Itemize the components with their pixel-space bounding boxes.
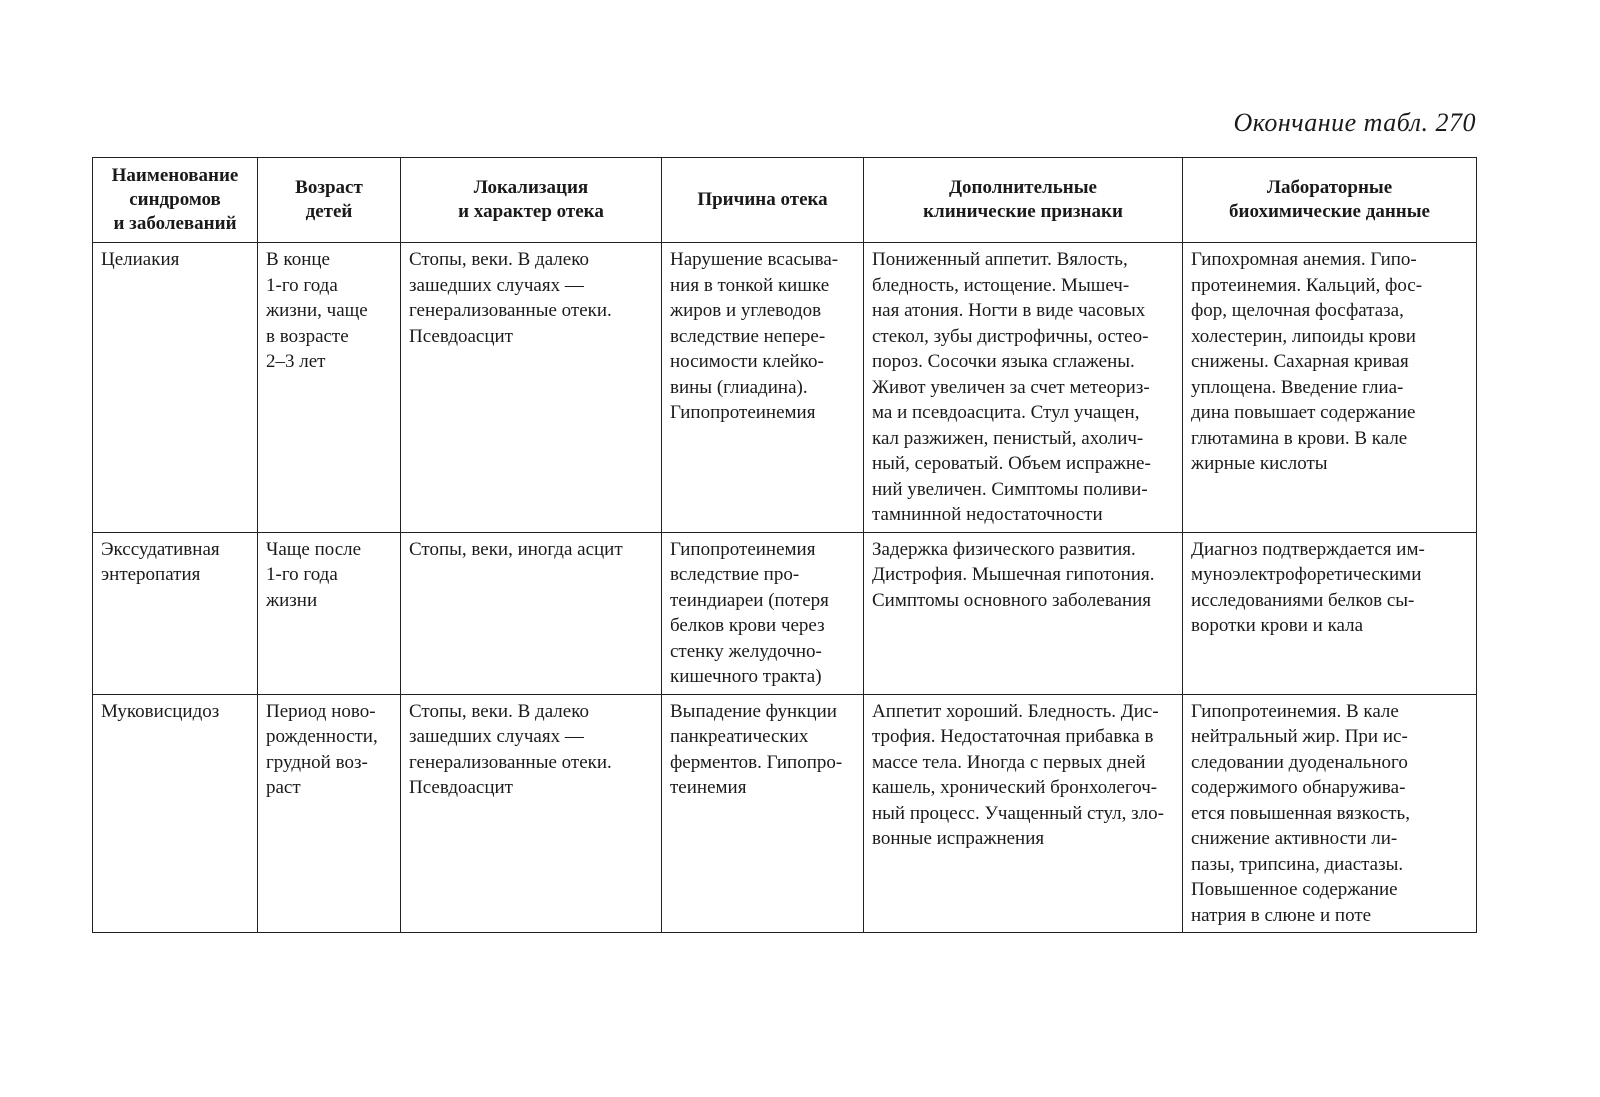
- cell-clinical: Пониженный аппетит. Вялость, бледность, истощение. Мышеч- ная атония. Ногти в виде часовых стекол, зубы дистрофичны, остео- пороз. Сосочки языка сглажены. Живот увеличен за счет метеориз- ма и псевдоасцита. Стул учащен, кал разжижен, пенистый, ахолич- ный, сероватый. Объем испражне- ний увеличен. Симптомы поливи- тамнинной недостаточности: [864, 243, 1183, 533]
- cell-localization: Стопы, веки, иногда асцит: [401, 532, 662, 694]
- cell-age: Период ново- рожденности, грудной воз- раст: [258, 694, 401, 933]
- cell-localization: Стопы, веки. В далеко зашедших случаях — генерализованные отеки. Псевдоасцит: [401, 694, 662, 933]
- cell-lab: Гипохромная анемия. Гипо- протеинемия. Кальций, фос- фор, щелочная фосфатаза, холестерин, липоиды крови снижены. Сахарная кривая уплощена. Введение глиа- дина повышает содержание глютамина в крови. В кале жирные кислоты: [1183, 243, 1477, 533]
- table-row: [93, 243, 1477, 533]
- header-lab: Лабораторные биохимические данные: [1183, 158, 1477, 243]
- table-row: [93, 532, 1477, 694]
- header-age: Возраст детей: [258, 158, 401, 243]
- syndromes-table: [92, 157, 1477, 933]
- header-cause: Причина отека: [662, 158, 864, 243]
- cell-clinical: Задержка физического развития. Дистрофия. Мышечная гипотония. Симптомы основного заболевания: [864, 532, 1183, 694]
- cell-age: В конце 1-го года жизни, чаще в возрасте 2–3 лет: [258, 243, 401, 533]
- header-localization: Локализация и характер отека: [401, 158, 662, 243]
- cell-cause: Гипопротеинемия вследствие про- теиндиареи (потеря белков крови через стенку желудочно- кишечного тракта): [662, 532, 864, 694]
- cell-cause: Нарушение всасыва- ния в тонкой кишке жиров и углеводов вследствие непере- носимости клейко- вины (глиадина). Гипопротеинемия: [662, 243, 864, 533]
- table-header-row: [93, 158, 1477, 243]
- cell-lab: Диагноз подтверждается им- муноэлектрофоретическими исследованиями белков сы- воротки крови и кала: [1183, 532, 1477, 694]
- header-name: Наименование синдромов и заболеваний: [93, 158, 258, 243]
- cell-name: Муковисцидоз: [93, 694, 258, 933]
- cell-localization: Стопы, веки. В далеко зашедших случаях — генерализованные отеки. Псевдоасцит: [401, 243, 662, 533]
- cell-name: Экссудативная энтеропатия: [93, 532, 258, 694]
- table-caption: Окончание табл. 270: [1233, 108, 1476, 137]
- table-row: [93, 694, 1477, 933]
- cell-cause: Выпадение функции панкреатических ферментов. Гипопро- теинемия: [662, 694, 864, 933]
- cell-clinical: Аппетит хороший. Бледность. Дис- трофия. Недостаточная прибавка в массе тела. Иногда с первых дней кашель, хронический бронхолегоч- ный процесс. Учащенный стул, зло- вонные испражнения: [864, 694, 1183, 933]
- cell-age: Чаще после 1-го года жизни: [258, 532, 401, 694]
- header-clinical: Дополнительные клинические признаки: [864, 158, 1183, 243]
- cell-lab: Гипопротеинемия. В кале нейтральный жир. При ис- следовании дуоденального содержимого обнаружива- ется повышенная вязкость, снижение активности ли- пазы, трипсина, диастазы. Повышенное содержание натрия в слюне и поте: [1183, 694, 1477, 933]
- cell-name: Целиакия: [93, 243, 258, 533]
